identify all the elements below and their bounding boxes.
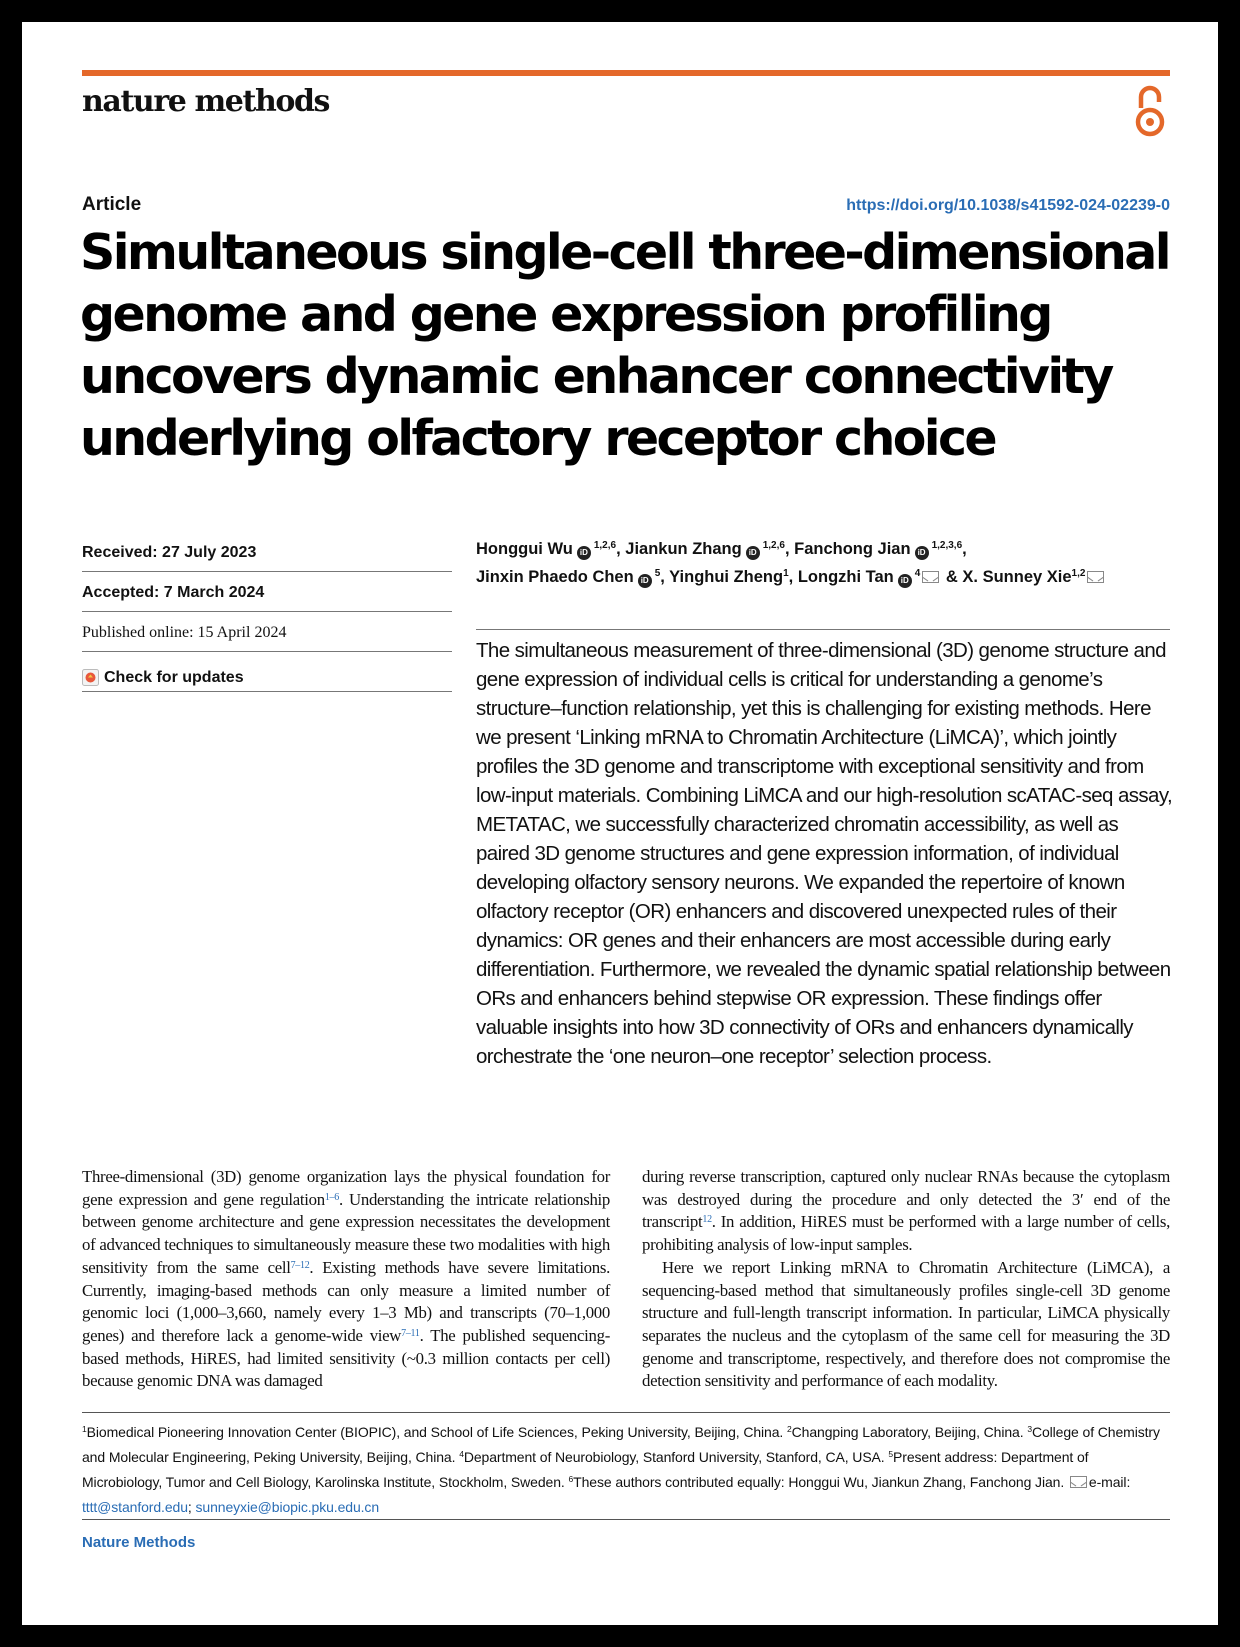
author-affiliation: 1,2,6 <box>593 540 617 551</box>
abstract: The simultaneous measurement of three-dimensional (3D) genome structure and gene expression of individual cells is critical for understanding a genome’s structure–function relationship, yet this is challenging for existing methods. Here we present ‘Linking mRNA to Chromatin Architecture (LiMCA)’, which jointly profiles the 3D genome and transcriptome with exceptional sensitivity and from low-input materials. Combining LiMCA and our high-resolution scATAC-seq assay, METATAC, we successfully characterized chromatin accessibility, as well as paired 3D genome structures and gene expression information, of individual developing olfactory sensory neurons. We expanded the repertoire of known olfactory receptor (OR) enhancers and discovered unexpected rules of their dynamics: OR genes and their enhancers are most accessible during early differentiation. Furthermore, we revealed the dynamic spatial relationship between ORs and enhancers behind stepwise OR expression. These findings offer valuable insights into how 3D connectivity of ORs and enhancers dynamically orchestrate the ‘one neuron–one receptor’ selection process. <box>476 639 1173 1068</box>
email-icon[interactable] <box>1087 571 1104 583</box>
intro-paragraph-2: Here we report Linking mRNA to Chromatin Architecture (LiMCA), a sequencing-based method that simultaneously profiles single-cell 3D genome structure and full-length transcript information. In particular, LiMCA physically separates the nucleus and the cytoplasm of the same cell for measuring the 3D genome and transcriptome, respectively, and therefore does not compromise the detection sensitivity and performance of each modality. <box>642 1257 1170 1391</box>
orcid-icon[interactable]: iD <box>915 546 929 560</box>
received-date: Received: 27 July 2023 <box>82 532 452 572</box>
footnote-number: 5 <box>888 1449 894 1459</box>
abstract-divider <box>476 629 1170 630</box>
reference-citation[interactable]: 7–11 <box>401 1327 420 1339</box>
author-affiliation: 5 <box>654 568 661 579</box>
check-updates-label: Check for updates <box>104 668 244 686</box>
author-name[interactable]: Longzhi Tan <box>797 568 894 586</box>
reference-citation[interactable]: 12 <box>702 1214 712 1226</box>
email-link[interactable]: sunneyxie@biopic.pku.edu.cn <box>195 1499 380 1515</box>
footnote-number: 6 <box>568 1474 574 1484</box>
open-access-icon <box>1132 84 1168 140</box>
doi-link[interactable]: https://doi.org/10.1038/s41592-024-02239-0 <box>846 197 1170 214</box>
orcid-icon[interactable]: iD <box>746 546 760 560</box>
footnote-text: Biomedical Pioneering Innovation Center (BIOPIC), and School of Life Sciences, Peking University, Beijing, China. <box>86 1424 788 1440</box>
author-name[interactable]: Fanchong Jian <box>794 540 911 558</box>
footnote-number: 3 <box>1027 1424 1032 1434</box>
author-affiliation: 1,2,6 <box>762 540 785 551</box>
footnote-number: 1 <box>82 1424 87 1434</box>
affiliation-footnotes: $^1$Biomedical Pioneering Innovation Center (BIOPIC), and School of Life Sciences, Peking University, Beijing, China. $^2$Changping Laboratory, Beijing, China. $^3$College of Chemistry and Molecular Engineering, Peking University, Beijing, China. $^4$Department of Neurobiology, Stanford University, Stanford, CA, USA. $^5$Present address: Department of Microbiology, Tumor and Cell Biology, Karolinska Institute, Stockholm, Sweden. $^6$These authors contributed equally: Honggui Wu, Jiankun Zhang, Fanchong Jian. e-mail: tttt@stanford.edu; sunneyxie@biopic.pku.edu.cn <box>82 1424 1160 1515</box>
email-link[interactable]: tttt@stanford.edu <box>82 1499 188 1515</box>
reference-citation[interactable]: 1–6 <box>324 1191 339 1203</box>
author-affiliation: 1,2 <box>1071 568 1086 579</box>
article-page <box>22 22 1218 1625</box>
footnote-text: College of Chemistry and Molecular Engineering, Peking University, Beijing, China. <box>82 1424 1160 1465</box>
footnote-number: 4 <box>459 1449 464 1459</box>
body-column-left <box>82 1166 610 1393</box>
author-affiliation: 1,2,3,6 <box>931 540 963 551</box>
accepted-date: Accepted: 7 March 2024 <box>82 572 452 612</box>
orcid-icon[interactable]: iD <box>898 574 912 588</box>
email-icon <box>1070 1476 1087 1488</box>
footer-divider <box>82 1519 1170 1520</box>
footnote-text: Changping Laboratory, Beijing, China. <box>791 1424 1028 1440</box>
author-name[interactable]: Honggui Wu <box>476 540 573 558</box>
journal-name[interactable]: nature methods <box>82 84 330 119</box>
footnote-text: Department of Neurobiology, Stanford University, Stanford, CA, USA. <box>463 1449 889 1465</box>
author-name[interactable]: Jinxin Phaedo Chen <box>476 568 634 586</box>
email-icon[interactable] <box>922 571 939 583</box>
footnote-text: These authors contributed equally: Honggui Wu, Jiankun Zhang, Fanchong Jian. <box>573 1474 1068 1490</box>
intro-paragraph-1: Three-dimensional (3D) genome organization lays the physical foundation for gene expression and gene regulation$^{1-6}$. Understanding the intricate relationship between genome architecture and gene expression necessitates the development of advanced techniques to simultaneously measure these two modalities with high sensitivity from the same cell$^{7-12}$. Existing methods have severe limitations. Currently, imaging-based methods can only measure a limited number of genomic loci (1,000–3,660, namely every 1–3 Mb) and transcripts (70–1,000 genes) and therefore lack a genome-wide view$^{7-11}$. The published sequencing-based methods, HiRES, had limited sensitivity (~0.3 million contacts per cell) because genomic DNA was damaged <box>82 1167 610 1391</box>
orcid-icon[interactable]: iD <box>577 546 591 560</box>
footnote-text: Present address: Department of Microbiology, Tumor and Cell Biology, Karolinska Institute, Stockholm, Sweden. <box>82 1449 1089 1490</box>
email-label: e-mail: <box>1088 1474 1131 1490</box>
body-column-right <box>642 1166 1170 1393</box>
author-list: Honggui Wu iD$^{1,2,6}$, Jiankun Zhang iD$^{1,2,6}$, Fanchong Jian iD$^{1,2,3,6}$, Jinxin Phaedo Chen $iD^5$, Yinghui Zheng$^1$, Longzhi Tan $iD^4$ & X. Sunney Xie$^{1,2}$ <box>476 535 1176 591</box>
reference-citation[interactable]: 7–12 <box>290 1259 310 1271</box>
author-name[interactable]: Yinghui Zheng <box>669 568 784 586</box>
orcid-icon[interactable]: iD <box>638 574 652 588</box>
footnote-number: 2 <box>787 1424 792 1434</box>
author-name[interactable]: Jiankun Zhang <box>625 540 742 558</box>
article-title: Simultaneous single-cell three-dimensional genome and gene expression profiling uncovers dynamic enhancer connectivity underlying olfactory receptor choice <box>80 224 1169 467</box>
check-for-updates-button[interactable] <box>82 652 452 692</box>
published-date: Published online: 15 April 2024 <box>82 612 452 652</box>
article-type: Article <box>82 194 142 215</box>
author-affiliation: 4 <box>914 568 921 579</box>
journal-accent-bar <box>82 70 1170 76</box>
author-affiliation: 1 <box>783 568 789 579</box>
article-history <box>82 532 452 692</box>
check-updates-icon <box>82 669 99 686</box>
author-name[interactable]: X. Sunney Xie <box>962 568 1072 586</box>
footnote-divider <box>82 1412 1170 1413</box>
footer-journal[interactable]: Nature Methods <box>82 1534 196 1551</box>
intro-paragraph-1-continued: during reverse transcription, captured only nuclear RNAs because the cytoplasm was destroyed during the procedure and only detected the 3′ end of the transcript$^{12}$. In addition, HiRES must be performed with a large number of cells, prohibiting analysis of low-input samples. <box>642 1167 1170 1255</box>
